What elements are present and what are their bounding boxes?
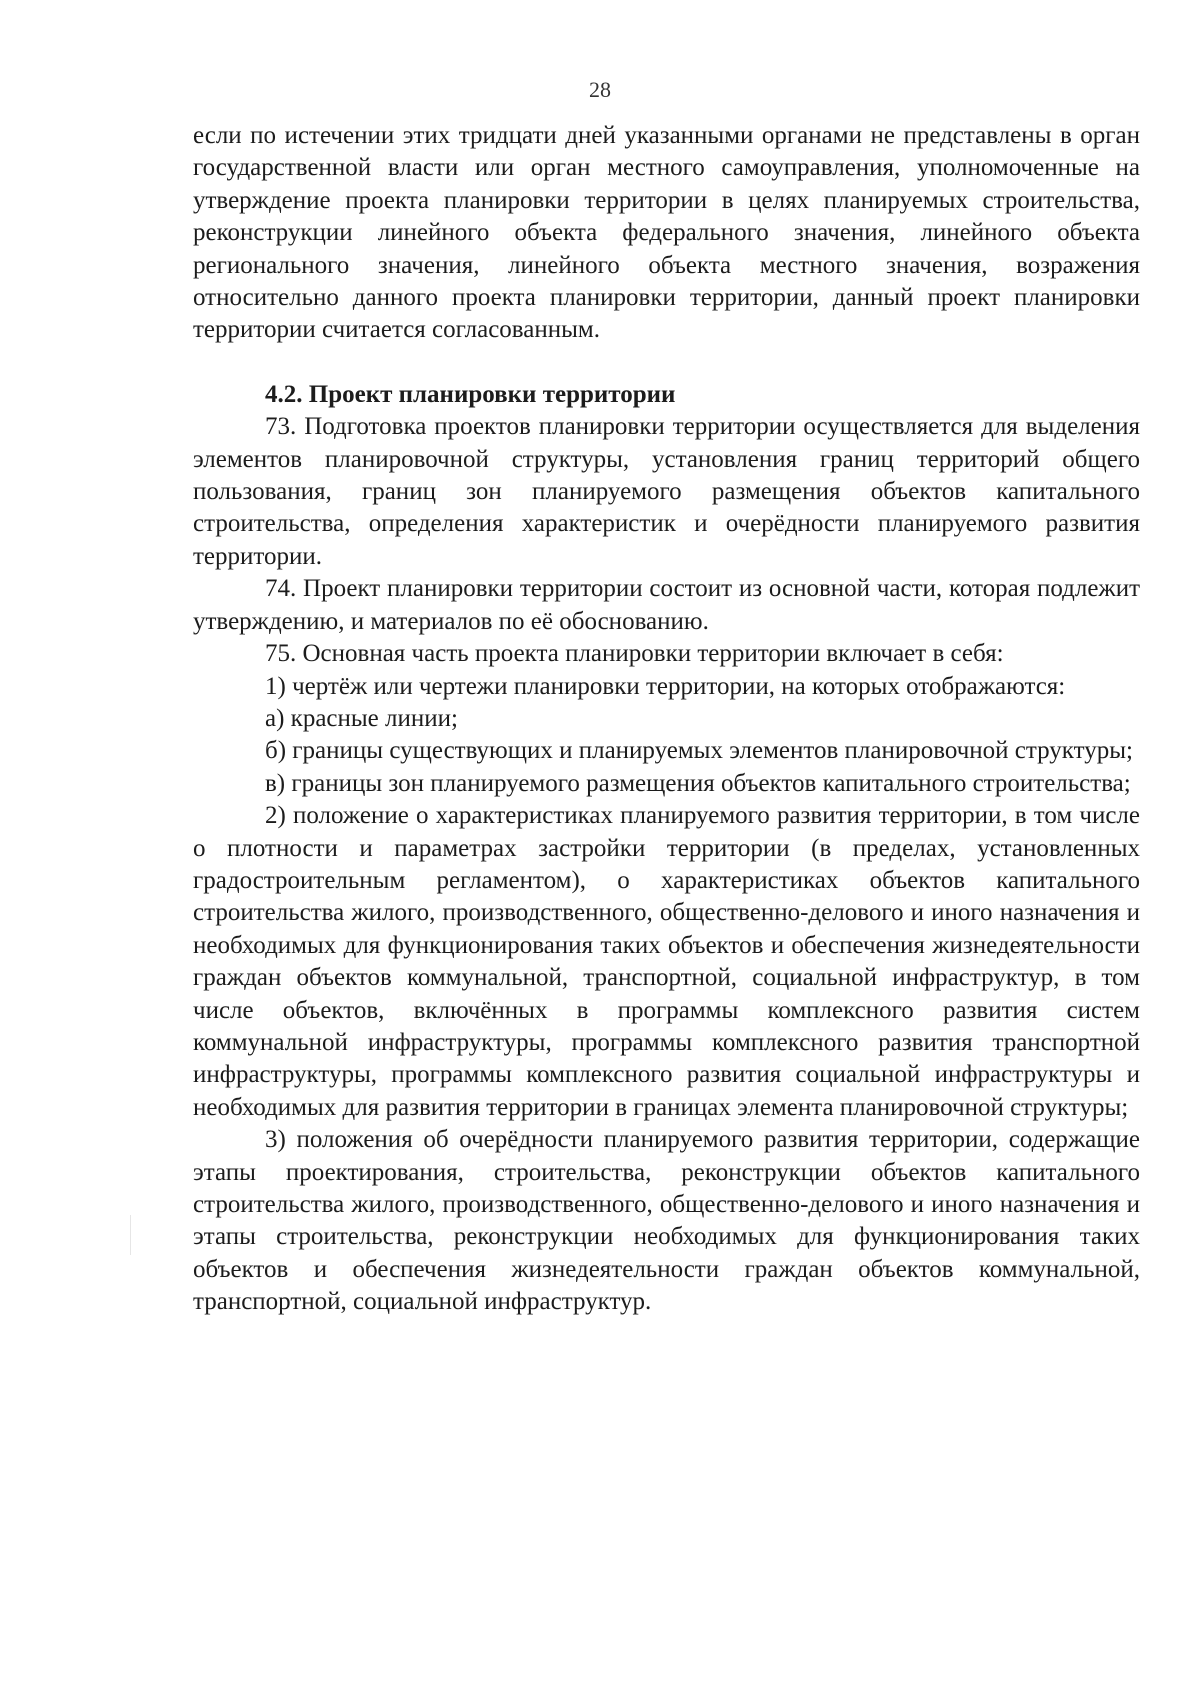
list-item-2: 2) положение о характеристиках планируемого развития территории, в том числе о плотности и параметрах застройки территории (в пределах, установленных градостроительным регламентом), о характеристиках объектов капитального строительства жилого, производственного, общественно-делового и иного назначения и необходимых для функционирования таких объектов и обеспечения жизнедеятельности граждан объектов коммунальной, транспортной, социальной инфраструктур, в том числе объектов, включённых в программы комплексного развития систем коммунальной инфраструктуры, программы комплексного развития транспортной инфраструктуры, программы комплексного развития социальной инфраструктуры и необходимых для развития территории в границах элемента планировочной структуры; [193, 802, 1140, 1121]
list-item-3: 3) положения об очерёдности планируемого развития территории, содержащие этапы проектирования, строительства, реконструкции объектов капитального строительства жилого, производственного, общественно-делового и иного назначения и этапы строительства, реконструкции необходимых для функционирования таких объектов и обеспечения жизнедеятельности граждан объектов коммунальной, транспортной, социальной инфраструктур. [193, 1126, 1140, 1316]
paragraph-73: 73. Подготовка проектов планировки территории осуществляется для выделения элементов планировочной структуры, установления границ территорий общего пользования, границ зон планируемого размещения объектов капитального строительства, определения характеристик и очерёдности планируемого развития территории. [193, 413, 1140, 570]
section-heading: 4.2. Проект планировки территории [265, 380, 676, 408]
list-item-1a: а) красные линии; [265, 704, 458, 732]
paragraph-continuation: если по истечении этих тридцати дней указанными органами не представлены в орган государственной власти или орган местного самоуправления, уполномоченные на утверждение проекта планировки территории в целях планируемых строительства, реконструкции линейного объекта федерального значения, линейного объекта регионального значения, линейного объекта местного значения, возражения относительно данного проекта планировки территории, данный проект планировки территории считается согласованным. [193, 122, 1140, 344]
list-item-1: 1) чертёж или чертежи планировки территории, на которых отображаются: [265, 672, 1066, 700]
list-item-1b: б) границы существующих и планируемых элементов планировочной структуры; [265, 737, 1133, 765]
list-item-1c: в) границы зон планируемого размещения объектов капитального строительства; [265, 769, 1131, 797]
paragraph-74: 74. Проект планировки территории состоит из основной части, которая подлежит утверждению, и материалов по её обоснованию. [193, 575, 1140, 635]
scan-artifact [130, 1215, 131, 1255]
page-number: 28 [589, 77, 611, 102]
paragraph-75: 75. Основная часть проекта планировки территории включает в себя: [265, 640, 1004, 668]
document-body [193, 120, 1140, 1319]
